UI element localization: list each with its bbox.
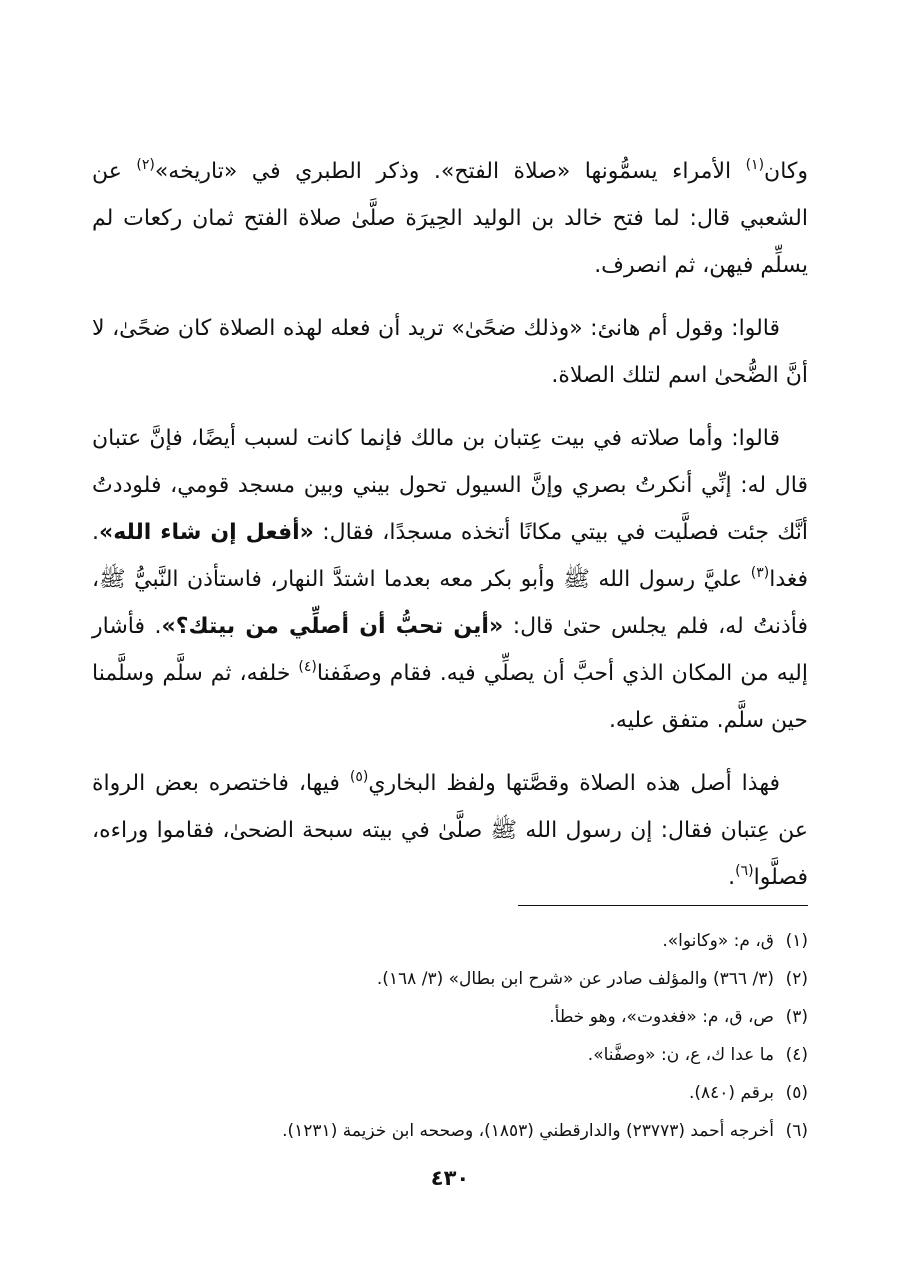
bold-hadith-quote: «أفعل إن شاء الله»	[99, 520, 314, 545]
text-run: فهذا أصل هذه الصلاة وقصَّتها ولفظ البخاري	[368, 771, 780, 796]
footnote-marker: (٥)	[349, 769, 369, 785]
text-run: وكان	[764, 159, 808, 184]
footnote-text: (٣/ ٣٦٦) والمؤلف صادر عن «شرح ابن بطال» (٣/ ١٦٨).	[376, 969, 774, 989]
footnote-marker: (١)	[745, 157, 765, 173]
text-run: . فغدا	[92, 520, 808, 592]
text-run: .	[728, 865, 736, 890]
text-run: قالوا: وقول أم هانئ: «وذلك ضحًىٰ» تريد أن فعله لهذه الصلاة كان ضحًىٰ، لا أنَّ الضُّحىٰ اسم لتلك الصلاة.	[92, 316, 808, 388]
text-run: عليَّ رسول الله ﷺ وأبو بكر معه بعدما اشتدَّ النهار، فاستأذن النَّبيُّ ﷺ، فأذنتُ له، فلم يجلس حتىٰ قال:	[92, 567, 809, 639]
paragraph-4	[92, 760, 808, 901]
footnote-number: (٢)	[785, 969, 808, 989]
footnote-marker: (٢)	[136, 157, 155, 173]
paragraph-2	[92, 305, 808, 399]
bold-hadith-quote: «أين تحبُّ أن أصلِّي من بيتك؟»	[161, 614, 504, 639]
footnote-marker: (٦)	[735, 863, 754, 879]
footnote-3	[92, 998, 808, 1036]
text-run: . فأشار إليه من المكان الذي أحبَّ أن يصلِّي فيه. فقام وصفَفنا	[92, 614, 808, 686]
page-number: ٤٣٠	[430, 1166, 470, 1190]
footnote-marker: (٤)	[298, 659, 317, 675]
footnotes	[92, 922, 808, 1150]
paragraph-3	[92, 415, 808, 744]
text-run: قالوا: وأما صلاته في بيت عِتبان بن مالك فإنما كانت لسبب أيضًا، فإنَّ عتبان قال له: إنِّي أنكرتُ بصري وإنَّ السيول تحول بيني وبين مسجد قومي، فلوددتُ أنَّك جئت فصلَّيت في بيتي مكانًا أتخذه مسجدًا، فقال:	[92, 426, 808, 545]
footnote-separator	[518, 905, 808, 906]
text-run: خلفه، ثم سلَّم وسلَّمنا حين سلَّم. متفق عليه.	[92, 661, 808, 733]
footnote-5	[92, 1074, 808, 1112]
footnote-2	[92, 960, 808, 998]
footnote-number: (٥)	[785, 1083, 808, 1103]
footnote-6	[92, 1112, 808, 1150]
footnote-number: (٣)	[785, 1007, 808, 1027]
footnote-text: ص، ق، م: «فغدوت»، وهو خطأ.	[549, 1007, 774, 1027]
footnote-number: (٦)	[785, 1121, 808, 1141]
footnote-marker: (٣)	[750, 565, 770, 581]
footnote-text: أخرجه أحمد (٢٣٧٧٣) والدارقطني (١٨٥٣)، وصححه ابن خزيمة (١٢٣١).	[282, 1121, 774, 1141]
footnote-number: (١)	[785, 931, 808, 951]
footnote-4	[92, 1036, 808, 1074]
text-run: الأمراء يسمُّونها «صلاة الفتح». وذكر الطبري في «تاريخه»	[154, 159, 746, 184]
paragraph-1	[92, 148, 808, 289]
text-run: فيها، فاختصره بعض الرواة عن عِتبان فقال: إن رسول الله ﷺ صلَّىٰ في بيته سبحة الضحىٰ، فقاموا وراءه، فصلَّوا	[92, 771, 808, 890]
footnote-number: (٤)	[785, 1045, 808, 1065]
main-text	[92, 148, 808, 917]
footnote-text: ما عدا ك، ع، ن: «وصفَّنا».	[587, 1045, 774, 1065]
footnote-text: ق، م: «وكانوا».	[662, 931, 774, 951]
footnote-text: برقم (٨٤٠).	[688, 1083, 774, 1103]
footnote-1	[92, 922, 808, 960]
text-run: عن الشعبي قال: لما فتح خالد بن الوليد الحِيرَة صلَّىٰ صلاة الفتح ثمان ركعات لم يسلِّم فيهن، ثم انصرف.	[92, 159, 808, 278]
